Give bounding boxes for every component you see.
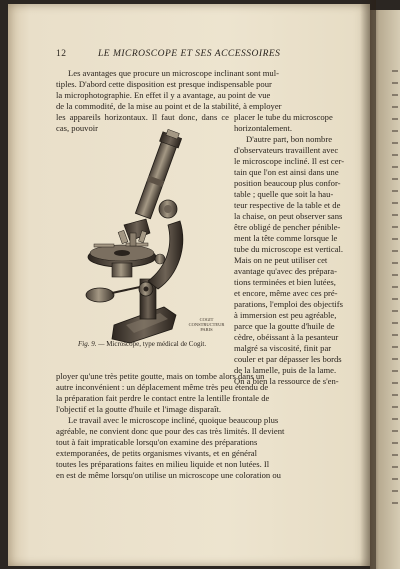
text-line: à immersion est peu agréable,	[234, 310, 337, 320]
text-line: de la commodité, de la mise au point et de la stabilité, à employer	[56, 101, 282, 111]
microscope-figure	[64, 129, 229, 345]
figure-caption-text: Microscope, type médical de Cogit.	[106, 340, 207, 348]
facing-page-text-fragment	[392, 334, 398, 336]
facing-page-text-fragment	[392, 118, 398, 120]
facing-page-text-fragment	[392, 166, 398, 168]
facing-page-text-fragment	[392, 202, 398, 204]
facing-page-text-fragment	[392, 454, 398, 456]
text-line: parce que la goutte d'huile de	[234, 321, 335, 331]
text-line: la préparation fait perdre le contact entre la lentille frontale de	[56, 393, 270, 403]
text-line: toutes les préparations faites en milieu liquide et non lutées. Il	[56, 459, 270, 469]
text-line: autre inconvénient : un déplacement même très peu étendu de	[56, 382, 269, 392]
text-line: en est de même lorsqu'on utilise un microscope une coloration ou	[56, 470, 281, 480]
figure-credit	[184, 317, 229, 332]
microscope-illustration	[64, 129, 229, 345]
text-line: avantage qu'avec des prépara-	[234, 266, 337, 276]
book-gutter-shadow	[360, 0, 376, 569]
text-line: tain que l'on est ainsi dans une	[234, 167, 339, 177]
facing-page-text-fragment	[392, 214, 398, 216]
text-line: ment la tête comme lorsque le	[234, 233, 338, 243]
facing-page-text-fragment	[392, 346, 398, 348]
facing-page-text-fragment	[392, 382, 398, 384]
facing-page-text-fragment	[392, 406, 398, 408]
facing-page-text-fragment	[392, 154, 398, 156]
facing-page-text-fragment	[392, 238, 398, 240]
text-line: agréable, ne convient donc que pour des cas très limités. Il devient	[56, 426, 285, 436]
figure-credit-line: COGIT	[199, 317, 214, 322]
facing-page-text-fragment	[392, 310, 398, 312]
facing-page-text-fragment	[392, 322, 398, 324]
facing-page-text-fragment	[392, 298, 398, 300]
text-line: de la lamelle, puis de la lame.	[234, 365, 337, 375]
facing-page-text-fragment	[392, 370, 398, 372]
text-line: tout à fait impraticable lorsqu'on examine des préparations	[56, 437, 258, 447]
facing-page-text-fragment	[392, 466, 398, 468]
text-line: extemporanées, de petits organismes vivants, et en général	[56, 448, 258, 458]
facing-page-text-fragment	[392, 226, 398, 228]
text-line: Mais on ne peut utiliser cet	[234, 255, 328, 265]
text-line: d'observateurs travaillent avec	[234, 145, 339, 155]
bottom-paragraph	[56, 371, 356, 481]
text-line: position beaucoup plus confor-	[234, 178, 341, 188]
text-line: On a bien la ressource de s'en-	[234, 376, 339, 386]
text-line: être obligé de pencher pénible-	[234, 222, 341, 232]
book-page	[8, 4, 370, 566]
facing-page-text-fragment	[392, 394, 398, 396]
text-line: teur respective de la table et de	[234, 200, 341, 210]
facing-page-text-fragment	[392, 70, 398, 72]
text-line: l'objectif et la goutte d'huile et l'image disparaît.	[56, 404, 222, 414]
figure-caption-label: Fig. 9. —	[78, 340, 105, 348]
facing-page-text-fragment	[392, 82, 398, 84]
page-number: 12	[56, 49, 67, 59]
facing-page-text-fragment	[392, 502, 398, 504]
facing-page-text-fragment	[392, 130, 398, 132]
facing-page-text-fragment	[392, 190, 398, 192]
text-line: parations, l'emploi des objectifs	[234, 299, 343, 309]
facing-page-text-fragment	[392, 178, 398, 180]
text-line: tions terminées et bien lutées,	[234, 277, 336, 287]
text-line: table ; quelle que soit la hau-	[234, 189, 334, 199]
text-line: et encore, même avec ces pré-	[234, 288, 338, 298]
figure-credit-line: CONSTRUCTEUR PARIS	[188, 322, 225, 332]
facing-page-text-fragment	[392, 286, 398, 288]
facing-page-text-fragment	[392, 274, 398, 276]
facing-page-text-fragment	[392, 490, 398, 492]
facing-page-text-fragment	[392, 430, 398, 432]
figure-caption	[78, 340, 228, 349]
facing-page-text-fragment	[392, 262, 398, 264]
facing-page-text-fragment	[392, 94, 398, 96]
facing-page-text-fragment	[392, 250, 398, 252]
facing-page-text-fragment	[392, 418, 398, 420]
facing-page-text-fragment	[392, 106, 398, 108]
right-column-text	[234, 112, 356, 387]
facing-page-text-fragment	[392, 358, 398, 360]
running-title: LE MICROSCOPE ET SES ACCESSOIRES	[98, 49, 281, 59]
text-line: tube du microscope est vertical.	[234, 244, 344, 254]
text-line: placer le tube du microscope	[234, 112, 333, 122]
text-line: couler et par dépasser les bords	[234, 354, 342, 364]
text-line: ployer qu'une très petite goutte, mais on tombe alors dans un	[56, 371, 265, 381]
text-line: le microscope incliné. Il est cer-	[234, 156, 345, 166]
text-line: malgré sa viscosité, finit par	[234, 343, 332, 353]
facing-page-text-fragment	[392, 142, 398, 144]
text-line: la microphotographie. En effet il y a avantage, au point de vue	[56, 90, 271, 100]
text-line: cèdre, obéissant à la pesanteur	[234, 332, 339, 342]
facing-page-text-fragment	[392, 478, 398, 480]
text-line: Les avantages que procure un microscope inclinant sont mul-	[68, 68, 279, 78]
text-line: la chaise, on peut observer sans	[234, 211, 343, 221]
text-line: tiples. D'abord cette disposition est presque indispensable pour	[56, 79, 272, 89]
text-line: D'autre part, bon nombre	[246, 134, 333, 144]
text-line: Le travail avec le microscope incliné, quoique beaucoup plus	[68, 415, 279, 425]
text-line: horizontalement.	[234, 123, 292, 133]
facing-page-text-fragment	[392, 442, 398, 444]
text-line: les appareils horizontaux. Il faut donc, dans ce cas, pouvoir	[56, 112, 229, 133]
